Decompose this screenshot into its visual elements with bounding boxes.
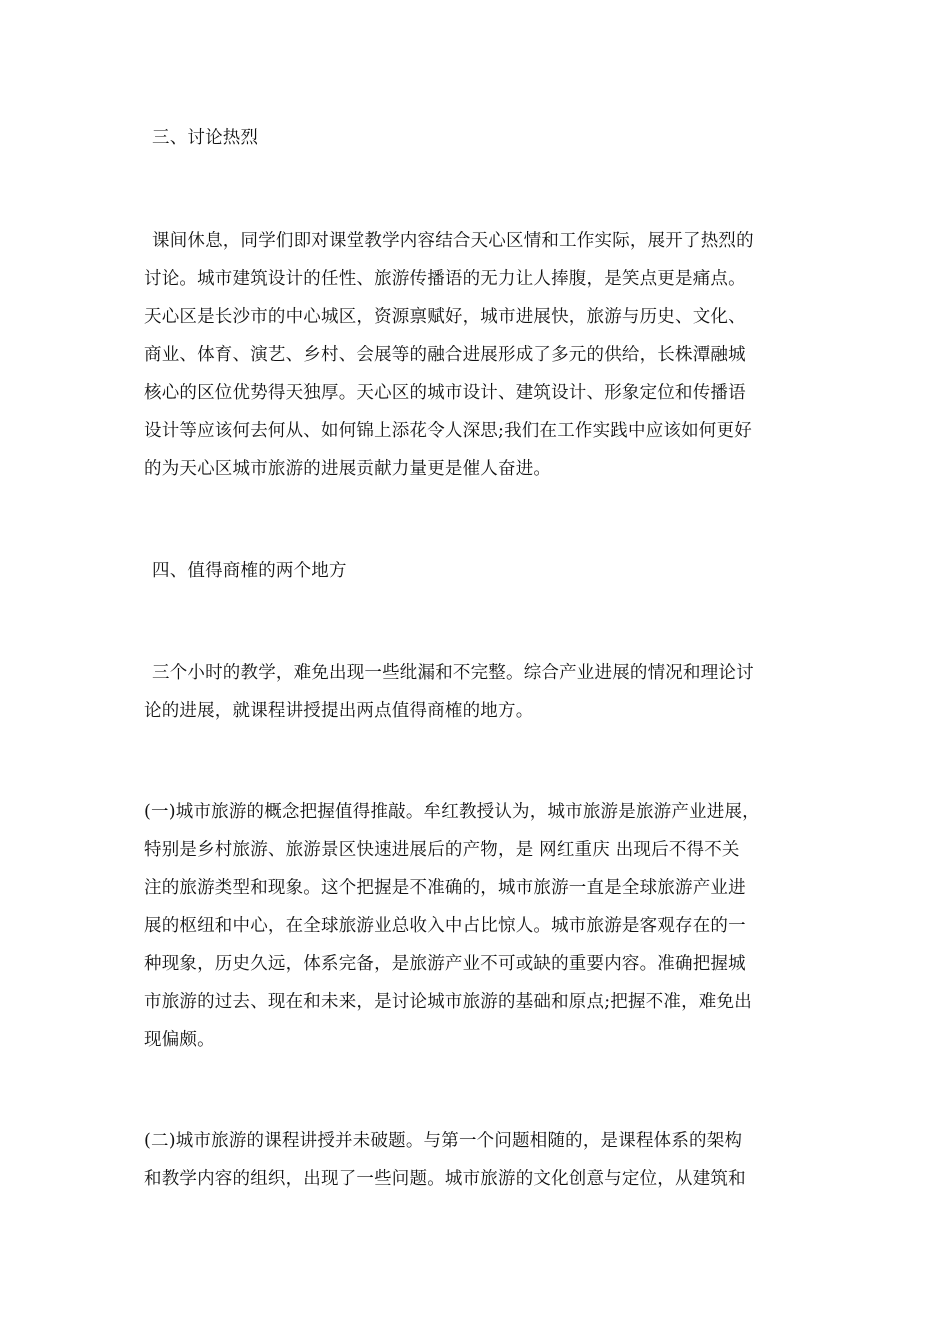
text-line: (二)城市旅游的课程讲授并未破题。与第一个问题相随的，是课程体系的架构 bbox=[144, 1131, 743, 1151]
text-line: 特别是乡村旅游、旅游景区快速进展后的产物，是 网红重庆 出现后不得不关 bbox=[144, 840, 740, 860]
text-line: 核心的区位优势得天独厚。天心区的城市设计、建筑设计、形象定位和传播语 bbox=[144, 383, 746, 403]
section-heading: 四、值得商榷的两个地方 bbox=[152, 561, 347, 581]
text-line: 天心区是长沙市的中心城区，资源禀赋好，城市进展快，旅游与历史、文化、 bbox=[144, 307, 746, 327]
text-line: 种现象，历史久远，体系完备，是旅游产业不可或缺的重要内容。准确把握城 bbox=[144, 954, 746, 974]
text-line: 的为天心区城市旅游的进展贡献力量更是催人奋进。 bbox=[144, 459, 552, 479]
text-line: (一)城市旅游的概念把握值得推敲。牟红教授认为，城市旅游是旅游产业进展， bbox=[144, 802, 760, 822]
section-heading: 三、讨论热烈 bbox=[152, 128, 259, 148]
text-line: 展的枢纽和中心，在全球旅游业总收入中占比惊人。城市旅游是客观存在的一 bbox=[144, 916, 746, 936]
text-line: 现偏颇。 bbox=[144, 1030, 215, 1050]
text-line: 讨论。城市建筑设计的任性、旅游传播语的无力让人捧腹，是笑点更是痛点。 bbox=[144, 269, 746, 289]
text-line: 课间休息，同学们即对课堂教学内容结合天心区情和工作实际，展开了热烈的 bbox=[152, 231, 754, 251]
text-line: 市旅游的过去、现在和未来，是讨论城市旅游的基础和原点;把握不准，难免出 bbox=[144, 992, 752, 1012]
text-line: 注的旅游类型和现象。这个把握是不准确的，城市旅游一直是全球旅游产业进 bbox=[144, 878, 746, 898]
text-line: 和教学内容的组织，出现了一些问题。城市旅游的文化创意与定位，从建筑和 bbox=[144, 1169, 746, 1189]
text-line: 商业、体育、演艺、乡村、会展等的融合进展形成了多元的供给，长株潭融城 bbox=[144, 345, 746, 365]
text-line: 论的进展，就课程讲授提出两点值得商榷的地方。 bbox=[144, 701, 534, 721]
text-line: 三个小时的教学，难免出现一些纰漏和不完整。综合产业进展的情况和理论讨 bbox=[152, 663, 754, 683]
text-line: 设计等应该何去何从、如何锦上添花令人深思;我们在工作实践中应该如何更好 bbox=[144, 421, 752, 441]
